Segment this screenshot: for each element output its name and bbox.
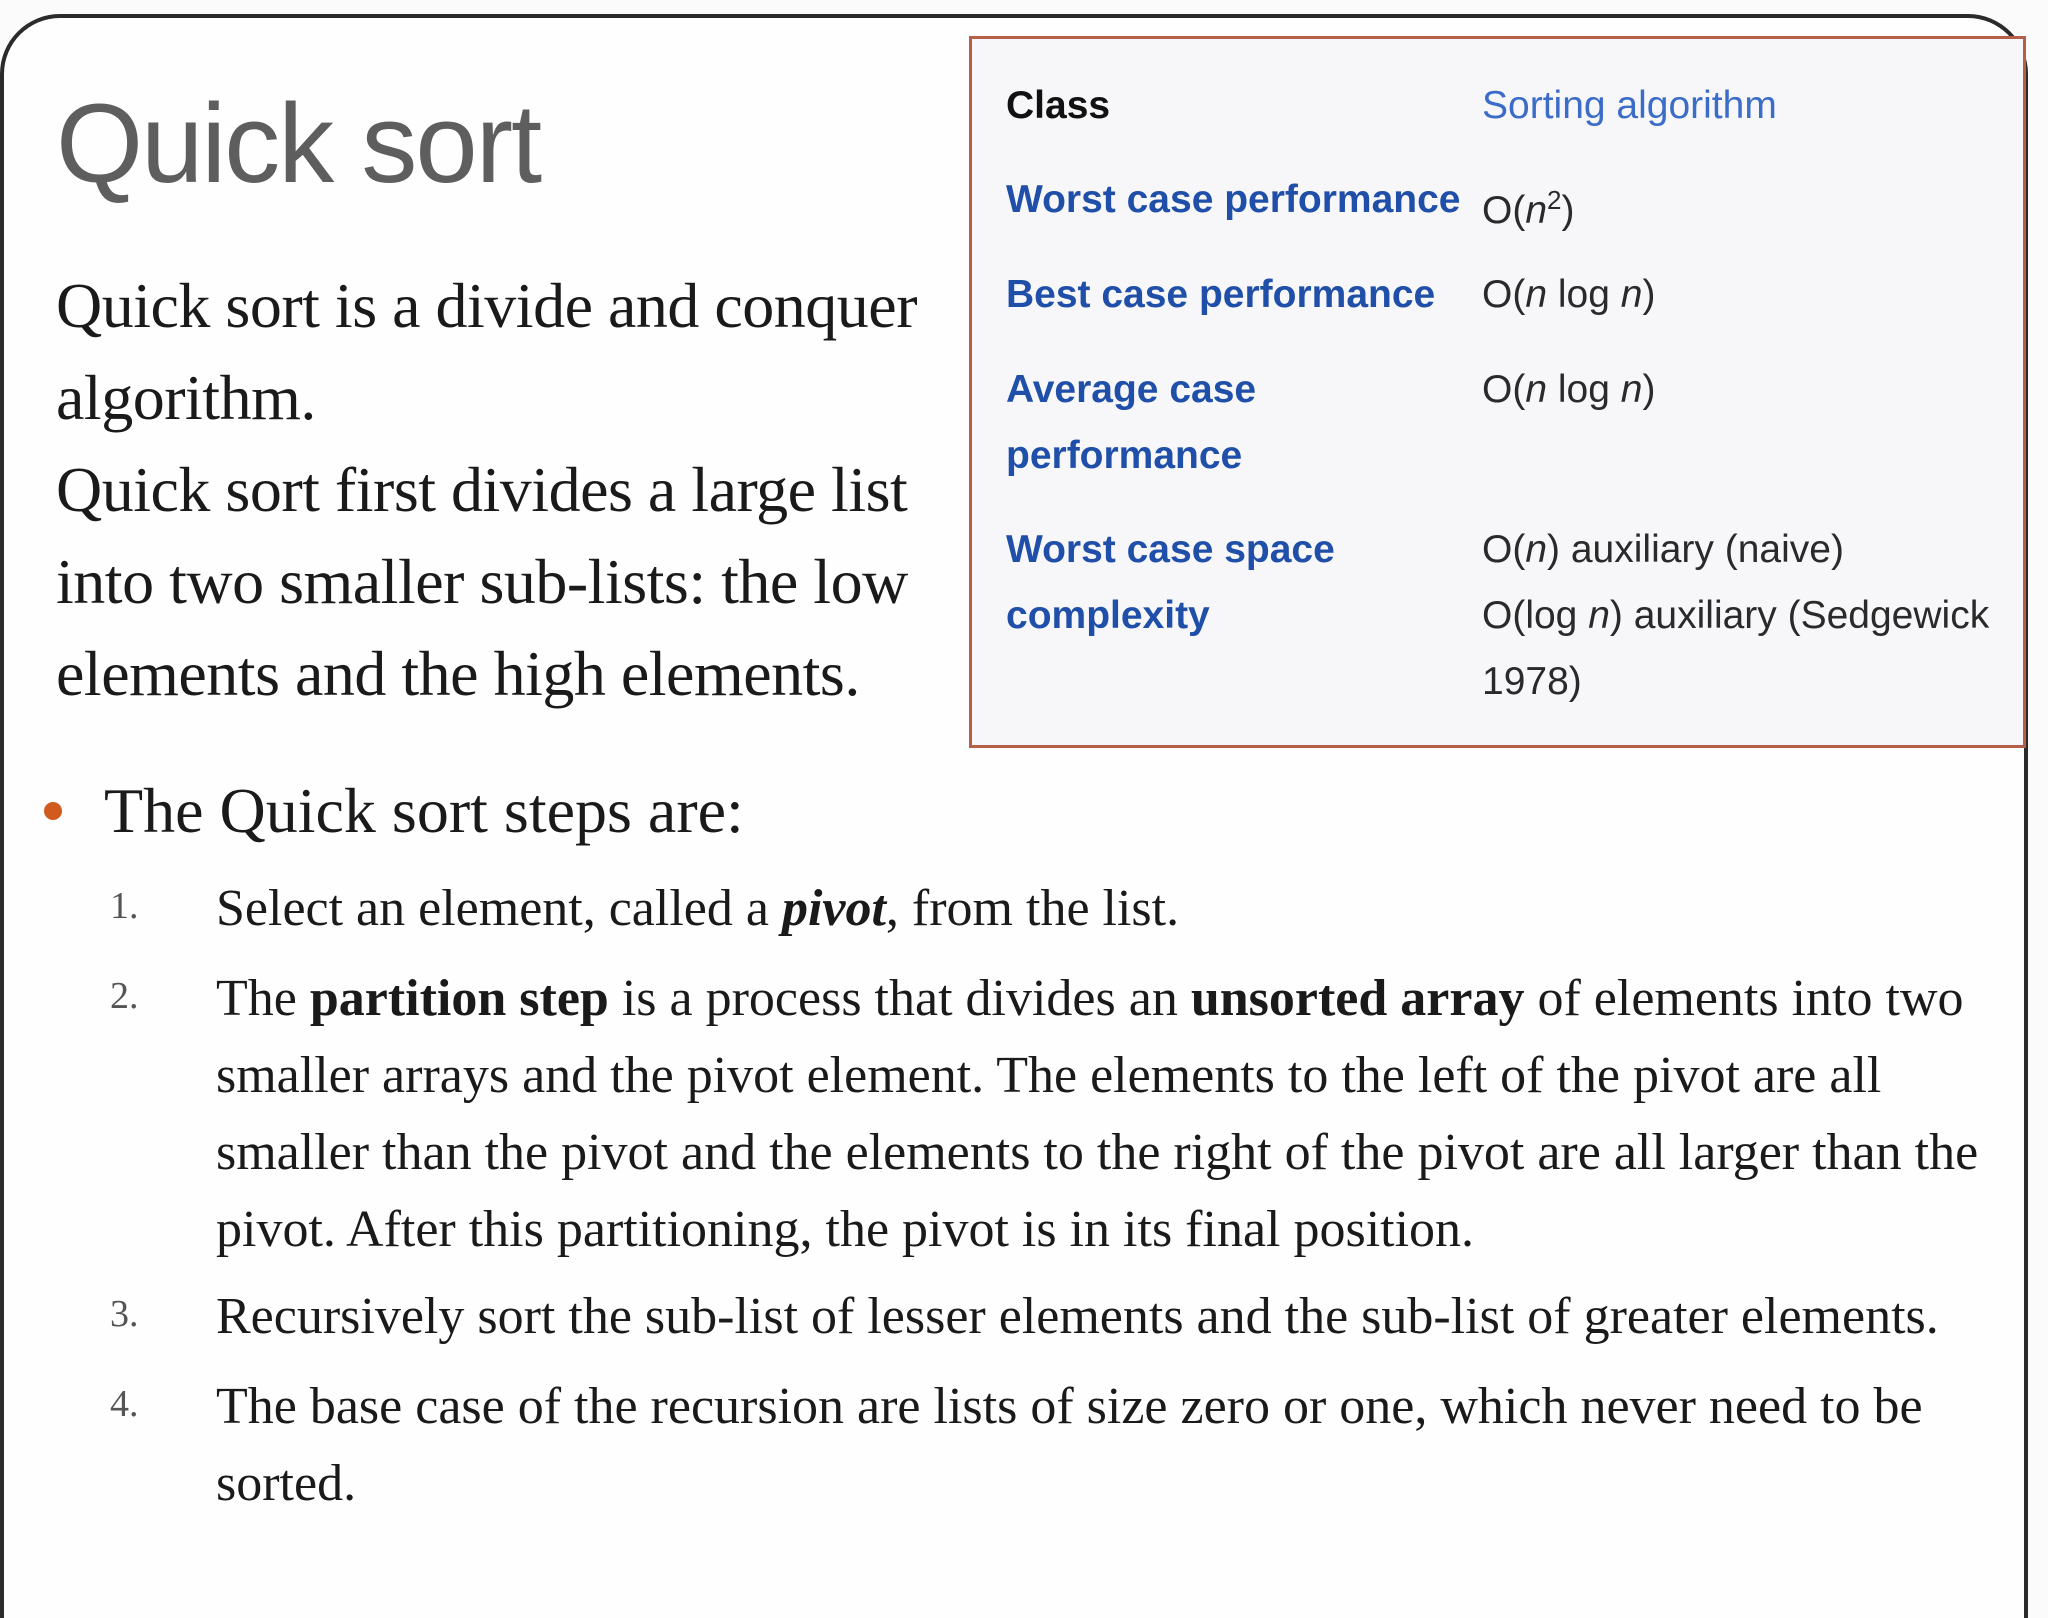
step-number: 3.	[110, 1293, 139, 1335]
space-value-line-2: O(log n) auxiliary (Sedgewick 1978)	[1482, 594, 1990, 703]
best-case-label-link[interactable]: Best case performance	[1006, 273, 1436, 316]
average-case-label-link[interactable]: Average case performance	[1006, 368, 1257, 477]
step-number: 4.	[110, 1383, 139, 1425]
average-case-value: O(n log n)	[1482, 368, 1656, 411]
worst-case-label-link[interactable]: Worst case performance	[1006, 178, 1461, 221]
step-text: Select an element, called a pivot, from the list.	[216, 880, 1180, 937]
slide-title: Quick sort	[56, 81, 541, 206]
best-case-value: O(n log n)	[1482, 273, 1656, 316]
algorithm-infobox	[969, 36, 2026, 748]
step-number: 2.	[110, 975, 139, 1017]
steps-heading: The Quick sort steps are:	[104, 775, 744, 846]
intro-text	[56, 260, 956, 720]
step-text: The base case of the recursion are lists of size zero or one, which never need to be sorted.	[216, 1378, 1923, 1512]
step-number: 1.	[110, 885, 139, 927]
worst-case-value: $O(n^2)$	[1482, 185, 1575, 232]
bullet-dot-icon	[44, 802, 62, 820]
space-complexity-value	[1482, 517, 2042, 715]
intro-line-1: Quick sort is a divide and conquer algorithm.	[56, 270, 917, 433]
step-text: Recursively sort the sub-list of lesser elements and the sub-list of greater elements.	[216, 1288, 1939, 1345]
step-text: The partition step is a process that divides an unsorted array of elements into two smaller arrays and the pivot element. The elements to the left of the pivot are all smaller than the pivot and the elements to the right of the pivot are all larger than the pivot. After this partitioning, the pivot is in its final position.	[216, 970, 1979, 1258]
intro-line-2: Quick sort first divides a large list into two smaller sub-lists: the low elements and the high elements.	[56, 454, 908, 709]
class-label: Class	[1006, 84, 1111, 127]
space-complexity-label-link[interactable]: Worst case space complexity	[1006, 528, 1335, 637]
space-value-line-1: O(n) auxiliary (naive)	[1482, 528, 1844, 571]
class-value-link[interactable]: Sorting algorithm	[1482, 84, 1777, 127]
